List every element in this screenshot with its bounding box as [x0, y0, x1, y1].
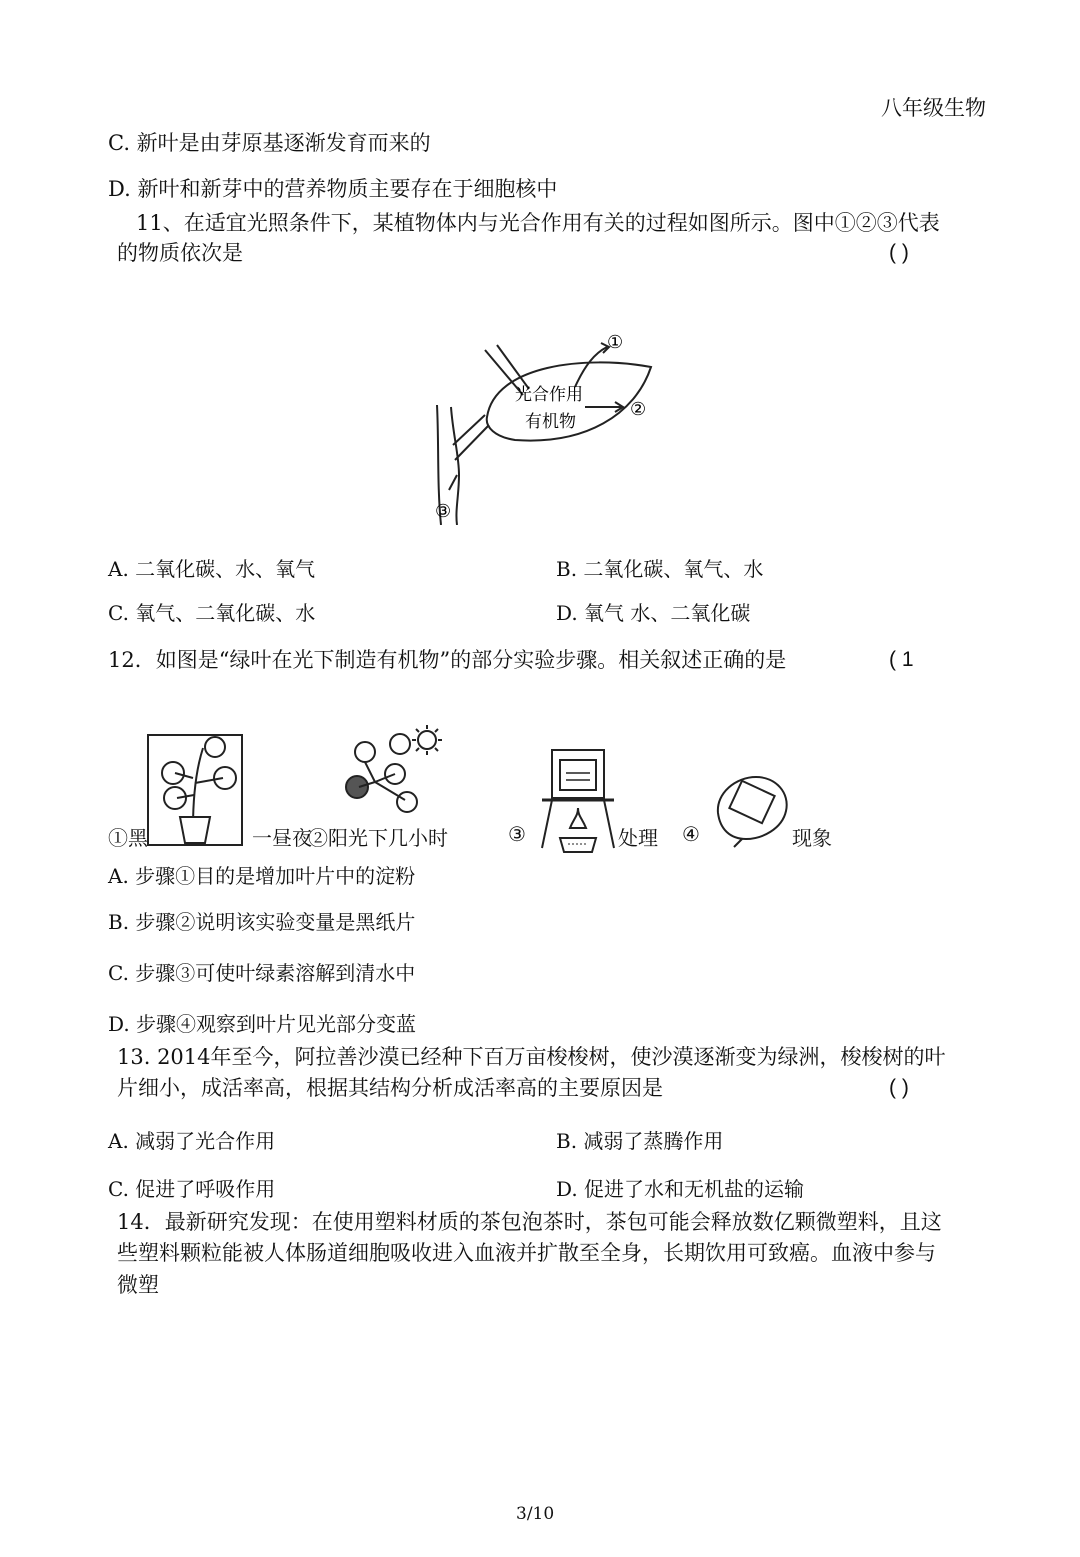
photosynthesis-diagram	[425, 325, 665, 525]
step2-leaves-sunlight-figure	[345, 722, 445, 822]
step1-label-b: 一昼夜	[252, 826, 312, 850]
q13-option-c: C. 促进了呼吸作用	[108, 1177, 276, 1201]
q11-answer-bracket: ( )	[889, 241, 909, 264]
q14-line3: 微塑	[117, 1273, 159, 1297]
q12-answer-bracket: ( 1	[889, 648, 914, 671]
step3-label-b: 处理	[618, 826, 658, 850]
diagram-label-2: ②	[630, 399, 647, 420]
q11-option-b: B. 二氧化碳、氧气、水	[556, 557, 764, 581]
q13-option-a: A. 减弱了光合作用	[108, 1129, 276, 1153]
step1-label-a: ①黑	[108, 826, 148, 850]
header-subject: 八年级生物	[881, 96, 986, 120]
q11-option-a: A. 二氧化碳、水、氧气	[108, 557, 316, 581]
q11-option-d: D. 氧气 水、二氧化碳	[556, 601, 751, 625]
q11-option-c: C. 氧气、二氧化碳、水	[108, 601, 316, 625]
step1-potted-plant-figure	[145, 733, 245, 848]
q12-option-c: C. 步骤③可使叶绿素溶解到清水中	[108, 961, 416, 985]
q11-stem-line1: 11、在适宜光照条件下，某植物体内与光合作用有关的过程如图所示。图中①②③代表	[136, 211, 940, 235]
diagram-label-3: ③	[435, 501, 452, 522]
q11-stem-line2: 的物质依次是	[117, 241, 243, 265]
q13-option-d: D. 促进了水和无机盐的运输	[556, 1177, 805, 1201]
q14-line1: 14．最新研究发现：在使用塑料材质的茶包泡茶时，茶包可能会释放数亿颗微塑料，且这	[117, 1210, 942, 1234]
step2-label: ②阳光下几小时	[308, 826, 448, 850]
step4-label-b: 现象	[792, 826, 832, 850]
step3-label-a: ③	[508, 822, 526, 846]
q13-stem-line2: 片细小，成活率高，根据其结构分析成活率高的主要原因是	[117, 1076, 663, 1100]
q13-stem-line1: 13. 2014年至今，阿拉善沙漠已经种下百万亩梭梭树，使沙漠逐渐变为绿洲，梭梭树的叶	[117, 1045, 946, 1069]
step4-label-a: ④	[682, 822, 700, 846]
q10-option-c: C. 新叶是由芽原基逐渐发育而来的	[108, 131, 431, 155]
q14-line2: 些塑料颗粒能被人体肠道细胞吸收进入血液并扩散至全身，长期饮用可致癌。血液中参与	[117, 1241, 936, 1265]
q13-answer-bracket: ( )	[889, 1076, 909, 1099]
step3-water-bath-figure	[538, 748, 618, 858]
diagram-label-1: ①	[607, 332, 624, 353]
diagram-text-organic: 有机物	[525, 412, 576, 432]
diagram-text-photosynthesis: 光合作用	[515, 385, 583, 405]
step4-leaf-result-figure	[712, 773, 792, 848]
q12-option-a: A. 步骤①目的是增加叶片中的淀粉	[108, 864, 416, 888]
q12-stem: 12．如图是“绿叶在光下制造有机物”的部分实验步骤。相关叙述正确的是	[108, 648, 787, 672]
q13-option-b: B. 减弱了蒸腾作用	[556, 1129, 724, 1153]
q10-option-d: D. 新叶和新芽中的营养物质主要存在于细胞核中	[108, 177, 558, 201]
q12-option-b: B. 步骤②说明该实验变量是黑纸片	[108, 910, 416, 934]
page-number: 3/10	[516, 1504, 555, 1524]
q12-option-d: D. 步骤④观察到叶片见光部分变蓝	[108, 1012, 417, 1036]
